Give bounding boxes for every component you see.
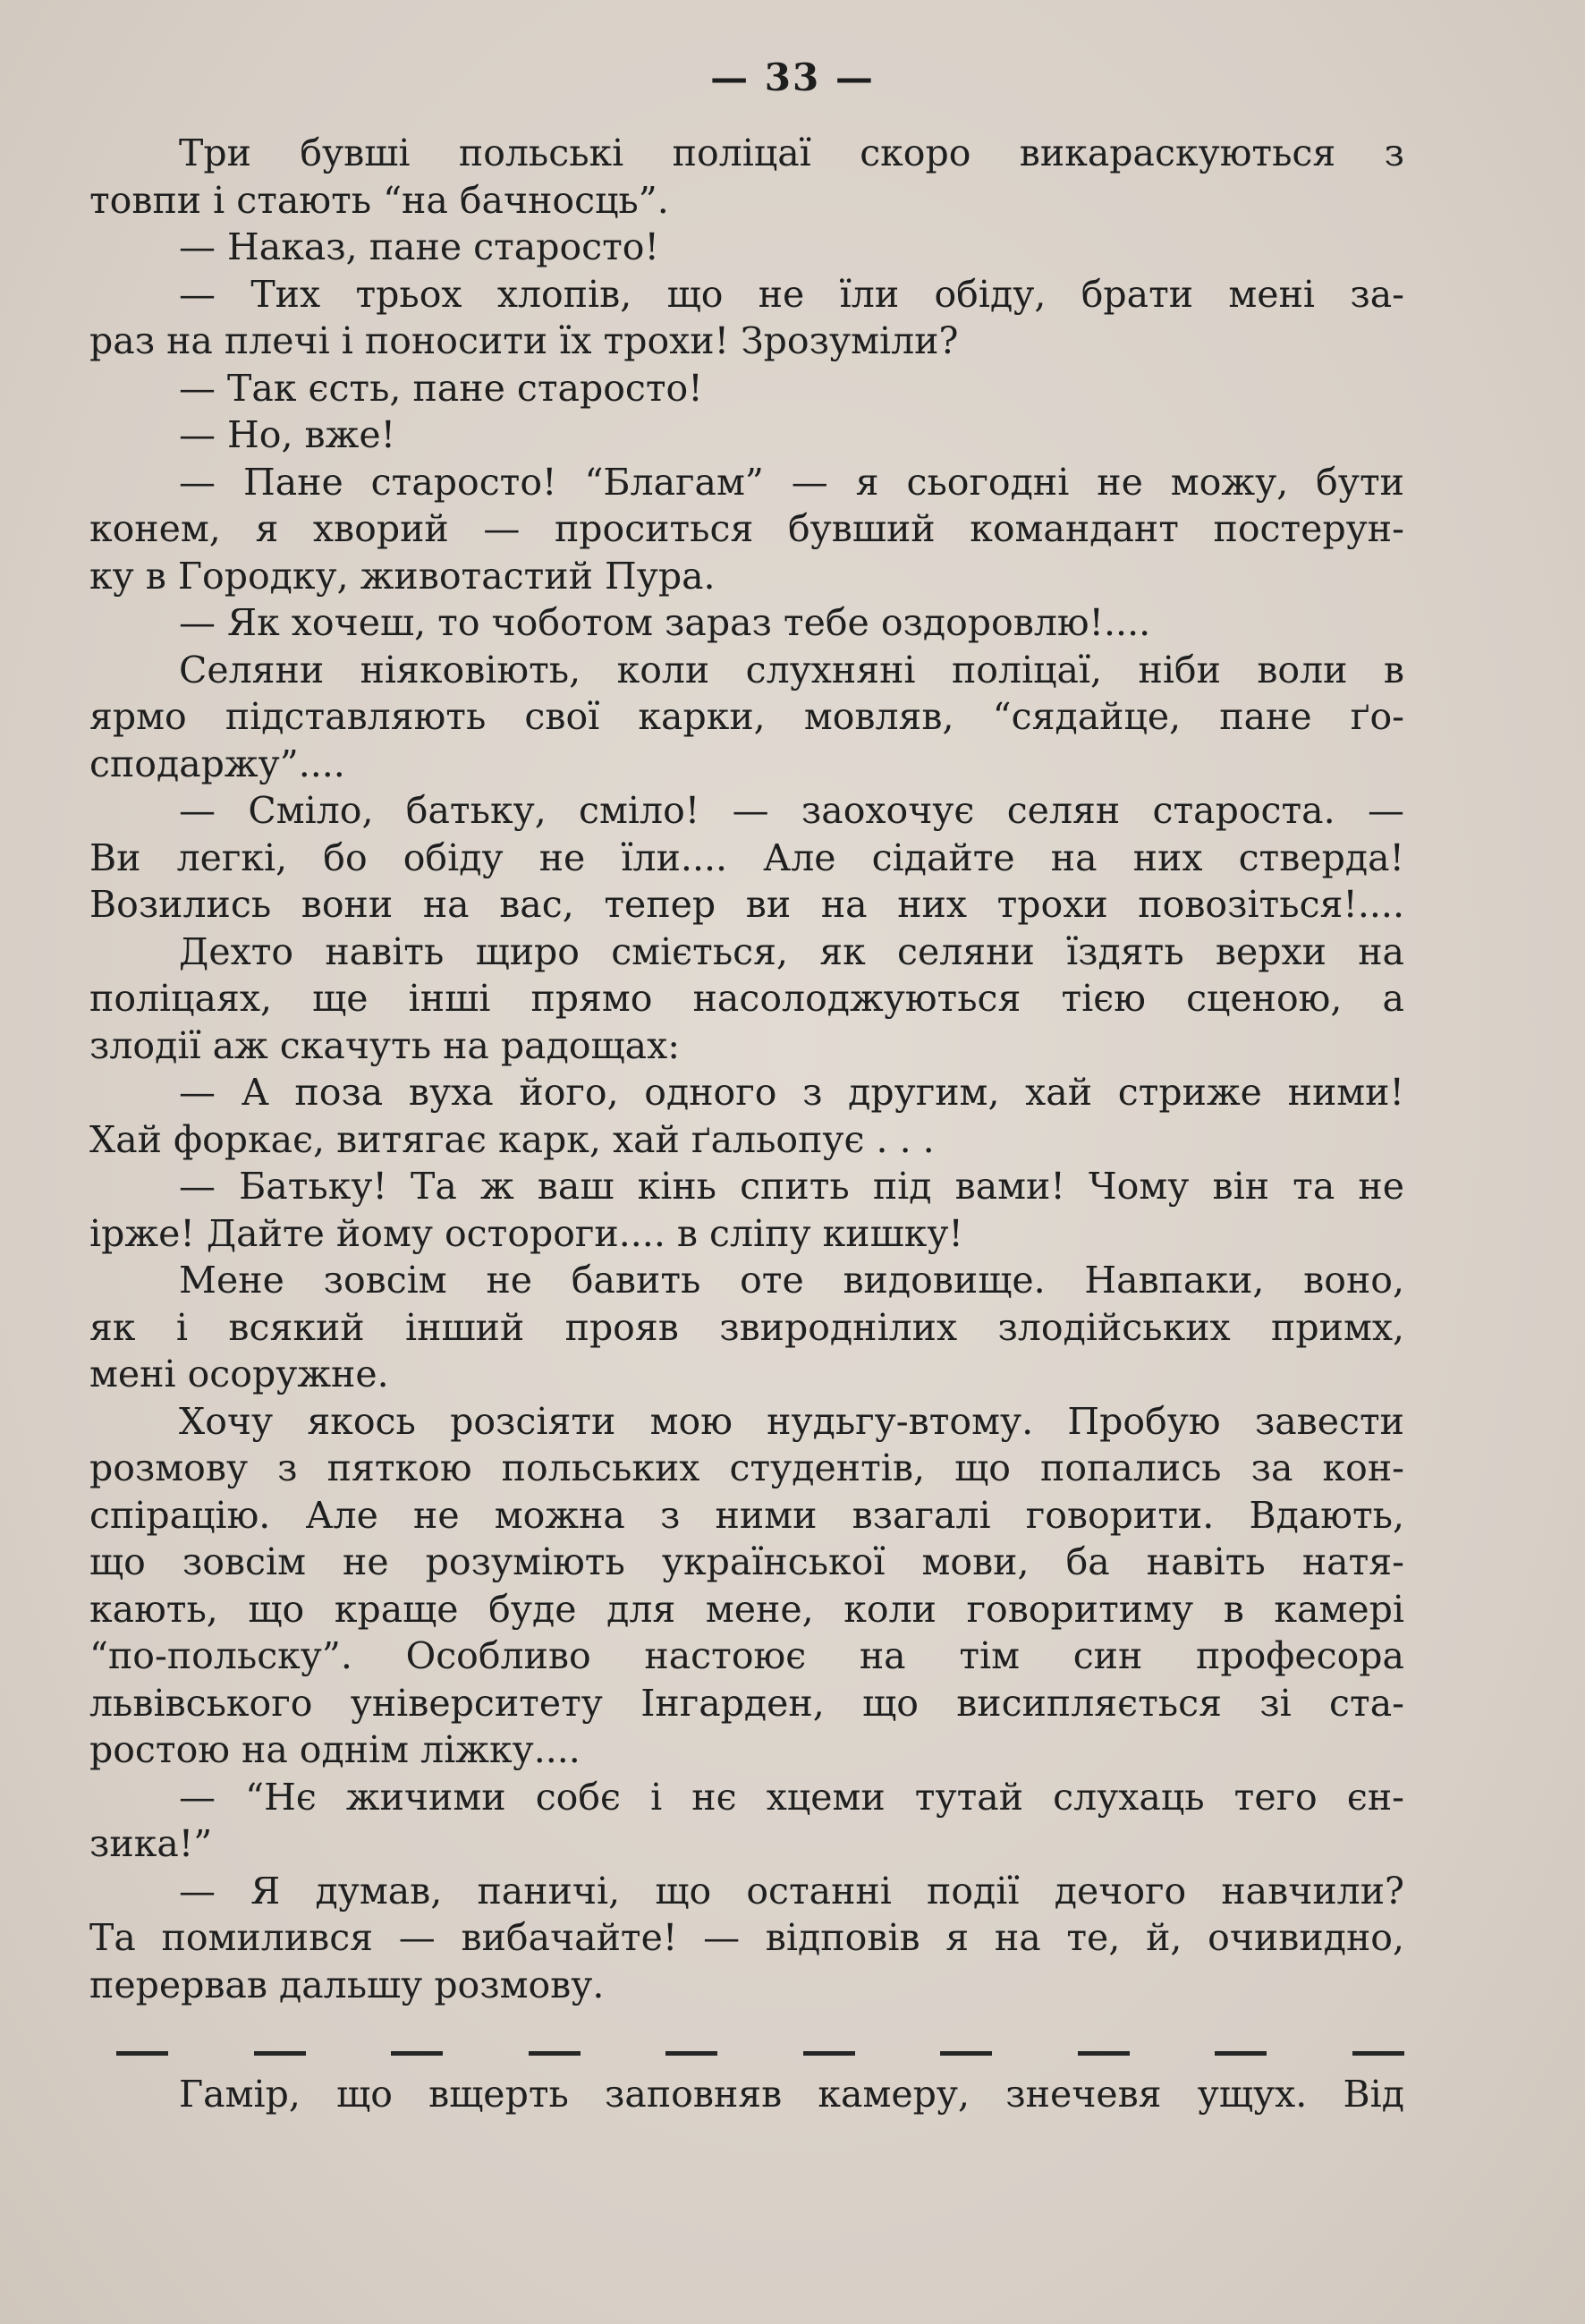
separator-dash: [940, 2051, 992, 2056]
text-line: злодії аж скачуть на радощах:: [89, 1023, 681, 1067]
text-line: Мене зовсім не бавить оте видовище. Навпаки, воно,: [179, 1259, 1404, 1302]
text-line: — А поза вуха його, одного з другим, хай стриже ними!: [179, 1071, 1404, 1114]
page-number: — 33 —: [710, 55, 875, 99]
text-line: львівського університету Інгарден, що висипляється зі ста-: [89, 1681, 1404, 1725]
text-line: Возились вони на вас, тепер ви на них трохи повозіться!....: [89, 883, 1404, 926]
text-line: перервав дальшу розмову.: [89, 1963, 605, 2006]
text-line: Три бувші польські поліцаї скоро викараскуються з: [179, 131, 1404, 174]
text-line: як і всякий інший прояв звироднілих злодійських примх,: [89, 1305, 1404, 1349]
separator-dash: [391, 2051, 443, 2056]
text-line: Ви легкі, бо обіду не їли.... Але сідайте на них стверда!: [89, 835, 1404, 879]
separator-dash: [665, 2051, 717, 2056]
text-line: Та помилився — вибачайте! — відповів я на те, й, очивидно,: [89, 1916, 1404, 1959]
text-line: — Як хочеш, то чоботом зараз тебе оздоровлю!....: [179, 601, 1151, 644]
text-line: — Батьку! Та ж ваш кінь спить під вами! Чому він та не: [179, 1165, 1404, 1208]
text-line: ку в Городку, животастий Пура.: [89, 554, 716, 598]
text-line: зика!”: [89, 1822, 213, 1865]
text-line: кають, що краще буде для мене, коли говоритиму в камері: [89, 1587, 1404, 1631]
text-line: — Наказ, пане старосто!: [179, 225, 659, 268]
text-line: Хочу якось розсіяти мою нудьгу-втому. Пробую завести: [179, 1399, 1404, 1443]
text-line: що зовсім не розуміють української мови, ба навіть натя-: [89, 1540, 1404, 1583]
separator-dash: [1215, 2051, 1267, 2056]
text-line: раз на плечі і поносити їх трохи! Зрозуміли?: [89, 319, 959, 362]
text-line: “по-польску”. Особливо настоює на тім син професора: [89, 1634, 1404, 1677]
text-line: — “Нє жичими собє і нє хцеми тутай слухаць тего єн-: [179, 1775, 1404, 1819]
text-line: ірже! Дайте йому остороги.... в сліпу кишку!: [89, 1211, 963, 1255]
separator-dash: [1352, 2051, 1404, 2056]
text-line: Дехто навіть щиро сміється, як селяни їздять верхи на: [179, 929, 1404, 973]
separator-dash: [803, 2051, 855, 2056]
separator-dash: [529, 2051, 581, 2056]
text-line: мені осоружне.: [89, 1353, 389, 1395]
text-line: — Пане старосто! “Благам” — я сьогодні не можу, бути: [179, 460, 1404, 504]
separator-dash: [254, 2051, 306, 2056]
text-line: розмову з пяткою польських студентів, що попались за кон-: [89, 1446, 1404, 1489]
separator-dash: [116, 2051, 168, 2056]
section-separator: [116, 2048, 1404, 2057]
text-line: Хай форкає, витягає карк, хай ґальопує . . .: [89, 1117, 935, 1161]
text-line: спірацію. Але не можна з ними взагалі говорити. Вдають,: [89, 1493, 1404, 1537]
continuation-line: Гамір, що вщерть заповняв камеру, знечевя ущух. Від: [179, 2073, 1404, 2116]
text-line: ростою на однім ліжку....: [89, 1728, 581, 1771]
text-line: — Так єсть, пане старосто!: [179, 366, 703, 410]
text-line: поліцаях, ще інші прямо насолоджуються тією сценою, а: [89, 977, 1404, 1020]
text-line: конем, я хворий — проситься бувший командант постерун-: [89, 507, 1404, 550]
text-line: сподаржу”....: [89, 742, 345, 785]
text-line: ярмо підставляють свої карки, мовляв, “сядайце, пане ґо-: [89, 695, 1404, 738]
body-text: [89, 130, 1404, 2008]
text-line: товпи і стають “на бачносць”.: [89, 178, 669, 222]
text-line: Селяни ніяковіють, коли слухняні поліцаї, ніби воли в: [179, 648, 1404, 691]
separator-dash: [1078, 2051, 1130, 2056]
text-line: — Я думав, паничі, що останні події дечого навчили?: [179, 1869, 1404, 1913]
text-line: — Но, вже!: [179, 413, 396, 456]
text-line: — Тих трьох хлопів, що не їли обіду, брати мені за-: [179, 272, 1404, 316]
text-line: — Сміло, батьку, сміло! — заохочує селян староста. —: [179, 789, 1404, 832]
